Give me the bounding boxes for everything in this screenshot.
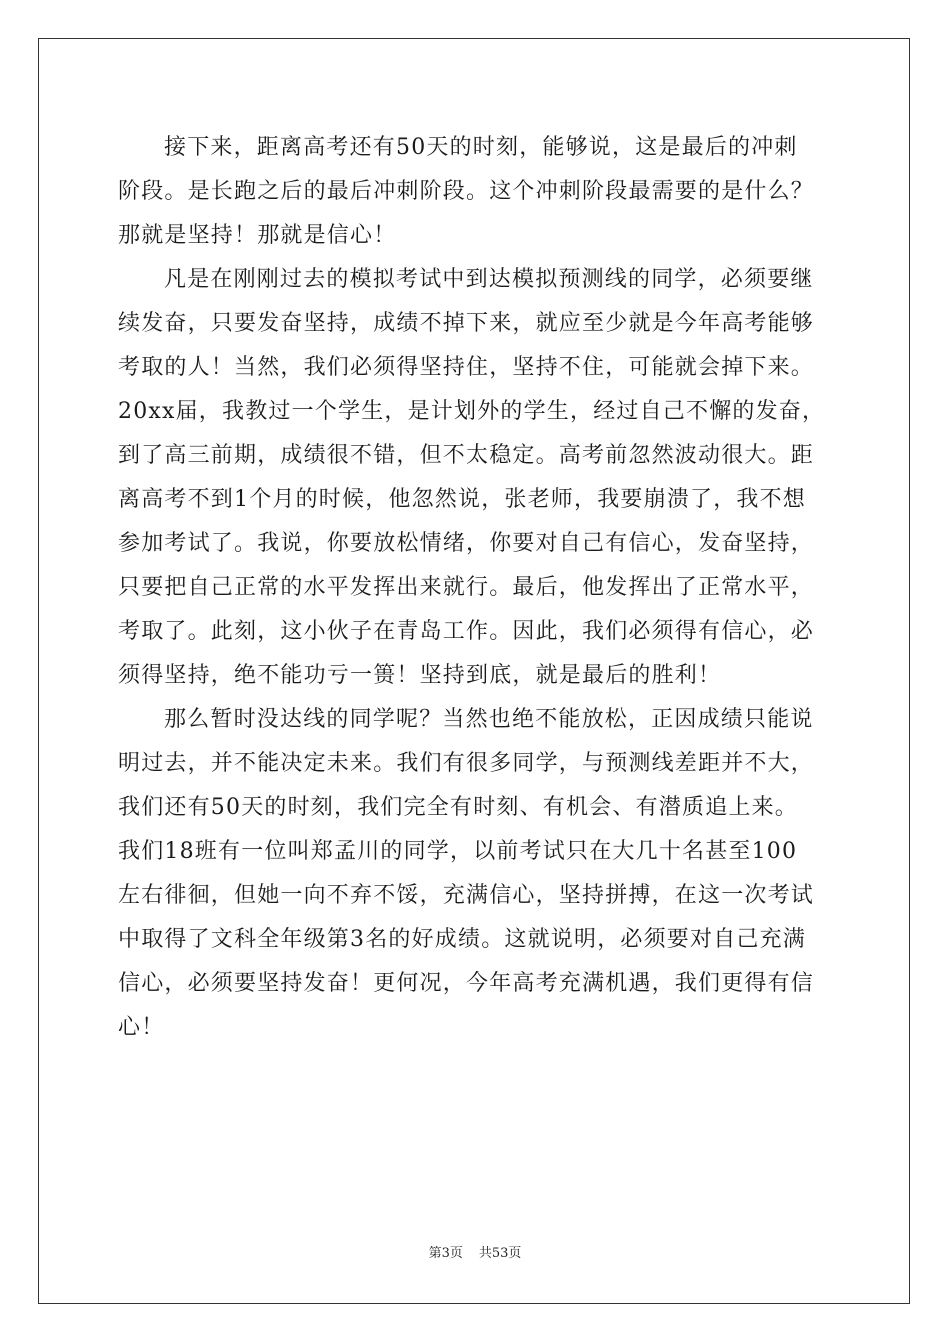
text-line: 那就是坚持！那就是信心！ (118, 223, 397, 248)
page-total: 共53页 (478, 1246, 522, 1261)
text-line: 我们18班有一位叫郑孟川的同学，以前考试只在大几十名甚至100 (118, 839, 798, 864)
text-line: 凡是在刚刚过去的模拟考试中到达模拟预测线的同学，必须要继 (164, 267, 814, 292)
text-line: 明过去，并不能决定未来。我们有很多同学，与预测线差距并不大， (118, 751, 815, 776)
text-line: 那么暂时没达线的同学呢？当然也绝不能放松，正因成绩只能说 (164, 707, 814, 732)
text-line: 中取得了文科全年级第3名的好成绩。这就说明，必须要对自己充满 (118, 927, 806, 952)
text-line: 心！ (118, 1015, 165, 1040)
text-line: 须得坚持，绝不能功亏一篑！坚持到底，就是最后的胜利！ (118, 663, 722, 688)
text-line: 参加考试了。我说，你要放松情绪，你要对自己有信心，发奋坚持， (118, 531, 815, 556)
text-line: 接下来，距离高考还有50天的时刻，能够说，这是最后的冲刺 (164, 135, 798, 160)
text-line: 离高考不到1个月的时候，他忽然说，张老师，我要崩溃了，我不想 (118, 487, 806, 512)
text-line: 续发奋，只要发奋坚持，成绩不掉下来，就应至少就是今年高考能够 (118, 311, 815, 336)
text-line: 信心，必须要坚持发奋！更何况，今年高考充满机遇，我们更得有信 (118, 971, 815, 996)
text-line: 考取的人！当然，我们必须得坚持住，坚持不住，可能就会掉下来。 (118, 355, 815, 380)
text-line: 20xx届，我教过一个学生，是计划外的学生，经过自己不懈的发奋， (118, 399, 826, 424)
text-line: 考取了。此刻，这小伙子在青岛工作。因此，我们必须得有信心，必 (118, 619, 815, 644)
text-line: 到了高三前期，成绩很不错，但不太稳定。高考前忽然波动很大。距 (118, 443, 815, 468)
text-line: 阶段。是长跑之后的最后冲刺阶段。这个冲刺阶段最需要的是什么？ (118, 179, 815, 204)
text-line: 我们还有50天的时刻，我们完全有时刻、有机会、有潜质追上来。 (118, 795, 798, 820)
text-line: 左右徘徊，但她一向不弃不馁，充满信心，坚持拼搏，在这一次考试 (118, 883, 815, 908)
page-footer (0, 1245, 950, 1263)
text-line: 只要把自己正常的水平发挥出来就行。最后，他发挥出了正常水平， (118, 575, 815, 600)
page-number: 第3页 (428, 1246, 463, 1261)
